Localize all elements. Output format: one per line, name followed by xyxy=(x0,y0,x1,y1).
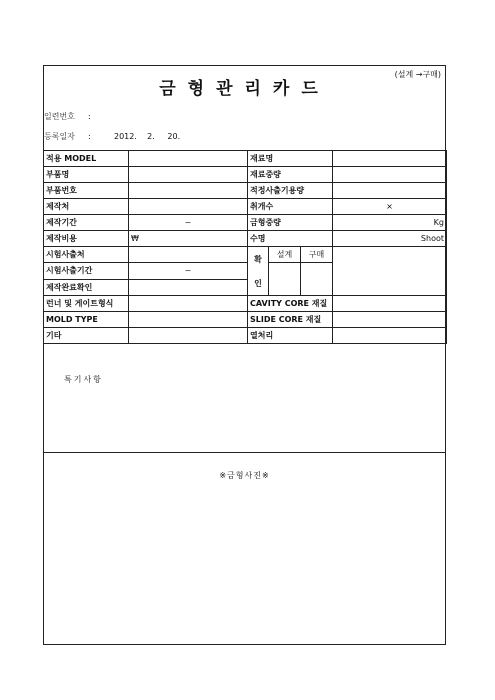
table-row xyxy=(44,215,447,231)
confirm-purchase-signature[interactable] xyxy=(301,263,332,295)
slide-core-material-value[interactable] xyxy=(333,312,447,328)
model-value[interactable] xyxy=(129,151,248,167)
production-cost-value[interactable]: ₩ xyxy=(129,231,248,247)
material-weight-label: 재료중량 xyxy=(248,167,333,183)
mold-weight-value[interactable]: Kg xyxy=(333,215,447,231)
cavity-core-material-label: CAVITY CORE 재질 xyxy=(248,296,333,312)
serial-number-colon: : xyxy=(88,112,91,121)
trial-injection-period-value[interactable]: ~ xyxy=(129,263,248,279)
table-row xyxy=(44,231,447,247)
material-weight-value[interactable] xyxy=(333,167,447,183)
section-divider xyxy=(44,452,445,453)
completion-check-label: 제작완료확인 xyxy=(44,279,129,295)
material-name-value[interactable] xyxy=(333,151,447,167)
cavity-count-value[interactable]: × xyxy=(333,199,447,215)
manufacturer-label: 제작처 xyxy=(44,199,129,215)
table-row xyxy=(44,296,447,312)
mold-weight-label: 금형중량 xyxy=(248,215,333,231)
registration-date-label: 등록일자 xyxy=(44,132,75,141)
cavity-core-material-value[interactable] xyxy=(333,296,447,312)
model-label: 적용 MODEL xyxy=(44,151,129,167)
manufacturer-value[interactable] xyxy=(129,199,248,215)
mold-type-label: MOLD TYPE xyxy=(44,312,129,328)
registration-date-colon: : xyxy=(88,132,91,141)
confirm-label-bottom: 인 xyxy=(254,278,262,288)
table-row xyxy=(44,312,447,328)
serial-number-label: 일련번호 xyxy=(44,112,75,121)
other-value[interactable] xyxy=(129,328,248,344)
confirm-label-top: 확 xyxy=(254,254,262,264)
other-label: 기타 xyxy=(44,328,129,344)
registration-date-value[interactable]: 2012. 2. 20. xyxy=(114,132,181,141)
part-number-label: 부품번호 xyxy=(44,183,129,199)
production-cost-label: 제작비용 xyxy=(44,231,129,247)
lifespan-label: 수명 xyxy=(248,231,333,247)
table-row xyxy=(44,328,447,344)
production-period-value[interactable]: ~ xyxy=(129,215,248,231)
trial-injection-period-label: 시험사출기간 xyxy=(44,263,129,279)
mold-photo-label: ※금형사진※ xyxy=(219,471,270,480)
trial-injection-site-label: 시험사출처 xyxy=(44,247,129,263)
table-row xyxy=(44,199,447,215)
card-title: 금형관리카드 xyxy=(159,79,330,99)
confirm-design-header: 설계 xyxy=(269,247,301,262)
approval-route: (설계 →구매) xyxy=(394,70,441,79)
part-name-value[interactable] xyxy=(129,167,248,183)
injection-capacity-value[interactable] xyxy=(333,183,447,199)
lifespan-value[interactable]: Shoot xyxy=(333,231,447,247)
material-name-label: 재료명 xyxy=(248,151,333,167)
injection-capacity-label: 적정사출기용량 xyxy=(248,183,333,199)
confirm-design-signature[interactable] xyxy=(269,263,301,295)
trial-injection-site-value[interactable] xyxy=(129,247,248,263)
table-row xyxy=(44,247,447,263)
spec-table xyxy=(43,150,447,344)
runner-gate-label: 런너 및 게이트형식 xyxy=(44,296,129,312)
table-row xyxy=(44,183,447,199)
production-period-label: 제작기간 xyxy=(44,215,129,231)
runner-gate-value[interactable] xyxy=(129,296,248,312)
part-number-value[interactable] xyxy=(129,183,248,199)
heat-treatment-label: 열처리 xyxy=(248,328,333,344)
slide-core-material-label: SLIDE CORE 재질 xyxy=(248,312,333,328)
completion-check-value[interactable] xyxy=(129,279,248,295)
heat-treatment-value[interactable] xyxy=(333,328,447,344)
part-name-label: 부품명 xyxy=(44,167,129,183)
mold-type-value[interactable] xyxy=(129,312,248,328)
special-notes-label: 특기사항 xyxy=(64,375,103,384)
mold-management-card xyxy=(43,65,446,645)
cavity-count-label: 취개수 xyxy=(248,199,333,215)
confirm-cell xyxy=(248,247,333,296)
confirm-purchase-header: 구매 xyxy=(308,250,325,259)
table-row xyxy=(44,167,447,183)
confirm-blank xyxy=(333,247,447,296)
table-row xyxy=(44,151,447,167)
